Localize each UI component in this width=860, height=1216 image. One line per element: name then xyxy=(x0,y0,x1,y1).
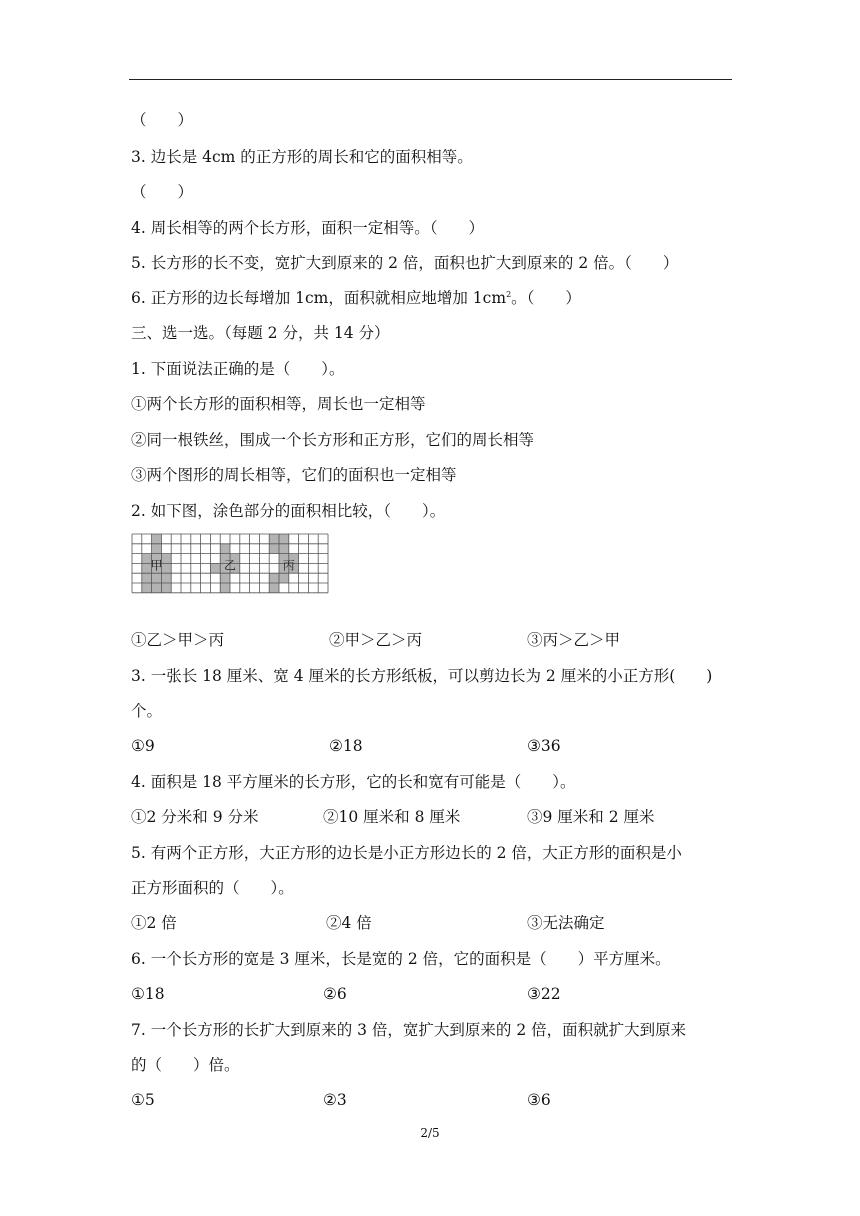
option: ①2 倍 xyxy=(131,914,177,932)
option: ②18 xyxy=(329,737,363,755)
mc-question-2: 2. 如下图，涂色部分的面积相比较，（ ）。 xyxy=(131,502,446,520)
shaded-cell xyxy=(269,573,279,583)
shaded-cell xyxy=(220,583,230,593)
shaded-cell xyxy=(161,583,171,593)
mc-question-1: 1. 下面说法正确的是（ ）。 xyxy=(131,360,345,378)
page-number: 2/5 xyxy=(420,1126,440,1140)
option: ①乙＞甲＞丙 xyxy=(131,631,225,649)
shaded-cell xyxy=(269,583,279,593)
grid-figure-svg xyxy=(131,533,331,615)
shaded-grid-figure xyxy=(131,533,331,619)
option: ③6 xyxy=(527,1091,551,1109)
shaded-cell xyxy=(152,534,162,544)
option: ②3 xyxy=(323,1091,347,1109)
section-heading: 三、选一选。（每题 2 分，共 14 分） xyxy=(131,324,390,342)
shaded-cell xyxy=(152,573,162,583)
option: ①两个长方形的面积相等，周长也一定相等 xyxy=(131,395,426,413)
option: ②6 xyxy=(323,985,347,1003)
option: ③22 xyxy=(527,985,561,1003)
header-rule xyxy=(129,79,732,80)
option: ①9 xyxy=(131,737,155,755)
mc-question-4: 4. 面积是 18 平方厘米的长方形，它的长和宽有可能是（ ）。 xyxy=(131,773,576,791)
shaded-cell xyxy=(220,544,230,554)
mc-question-6: 6. 一个长方形的宽是 3 厘米，长是宽的 2 倍，它的面积是（ ）平方厘米。 xyxy=(131,950,671,968)
answer-blank: （ ） xyxy=(131,111,194,129)
option: ③两个图形的周长相等，它们的面积也一定相等 xyxy=(131,466,457,484)
question-4: 4. 周长相等的两个长方形，面积一定相等。（ ） xyxy=(131,219,484,237)
shaded-cell xyxy=(152,544,162,554)
question-6-text: 6. 正方形的边长每增加 1cm，面积就相应地增加 1cm xyxy=(131,289,507,307)
question-6-tail: 。（ ） xyxy=(511,289,581,307)
mc-question-7-cont: 的（ ）倍。 xyxy=(131,1056,240,1074)
option: ②10 厘米和 8 厘米 xyxy=(323,808,461,826)
option: ②同一根铁丝，围成一个长方形和正方形，它们的周长相等 xyxy=(131,431,535,449)
shaded-cell xyxy=(279,544,289,554)
shaded-cell xyxy=(161,563,171,573)
superscript: 2 xyxy=(506,290,512,299)
mc-question-3-cont: 个。 xyxy=(131,702,163,720)
mc-question-7: 7. 一个长方形的长扩大到原来的 3 倍，宽扩大到原来的 2 倍，面积就扩大到原来 xyxy=(131,1021,687,1039)
shape-label: 甲 xyxy=(150,558,163,573)
mc-question-5-cont: 正方形面积的（ ）。 xyxy=(131,879,294,897)
option: ②甲＞乙＞丙 xyxy=(329,631,423,649)
mc-question-5: 5. 有两个正方形，大正方形的边长是小正方形边长的 2 倍，大正方形的面积是小 xyxy=(131,844,682,862)
shaded-cell xyxy=(269,544,279,554)
option: ①18 xyxy=(131,985,165,1003)
option: ②4 倍 xyxy=(326,914,372,932)
shaded-cell xyxy=(279,534,289,544)
question-3: 3. 边长是 4cm 的正方形的周长和它的面积相等。 xyxy=(131,148,473,166)
mc-question-3: 3. 一张长 18 厘米、宽 4 厘米的长方形纸板，可以剪边长为 2 厘米的小正方形( ) xyxy=(131,667,713,685)
answer-blank: （ ） xyxy=(131,183,194,201)
option: ③丙＞乙＞甲 xyxy=(527,631,621,649)
option: ①5 xyxy=(131,1091,155,1109)
option: ③无法确定 xyxy=(527,914,605,932)
question-5: 5. 长方形的长不变，宽扩大到原来的 2 倍，面积也扩大到原来的 2 倍。（ ） xyxy=(131,254,679,272)
shaded-cell xyxy=(152,583,162,593)
option: ①2 分米和 9 分米 xyxy=(131,808,259,826)
shaded-cell xyxy=(220,573,230,583)
option: ③36 xyxy=(527,737,561,755)
shape-label: 丙 xyxy=(282,558,295,573)
shaded-cell xyxy=(142,573,152,583)
shaded-cell xyxy=(161,554,171,564)
shaded-cell xyxy=(142,583,152,593)
question-6 xyxy=(131,288,581,308)
option: ③9 厘米和 2 厘米 xyxy=(527,808,655,826)
shaded-cell xyxy=(279,573,289,583)
shaded-cell xyxy=(210,563,220,573)
shaded-cell xyxy=(161,573,171,583)
shaded-cell xyxy=(269,534,279,544)
shape-label: 乙 xyxy=(223,558,237,573)
